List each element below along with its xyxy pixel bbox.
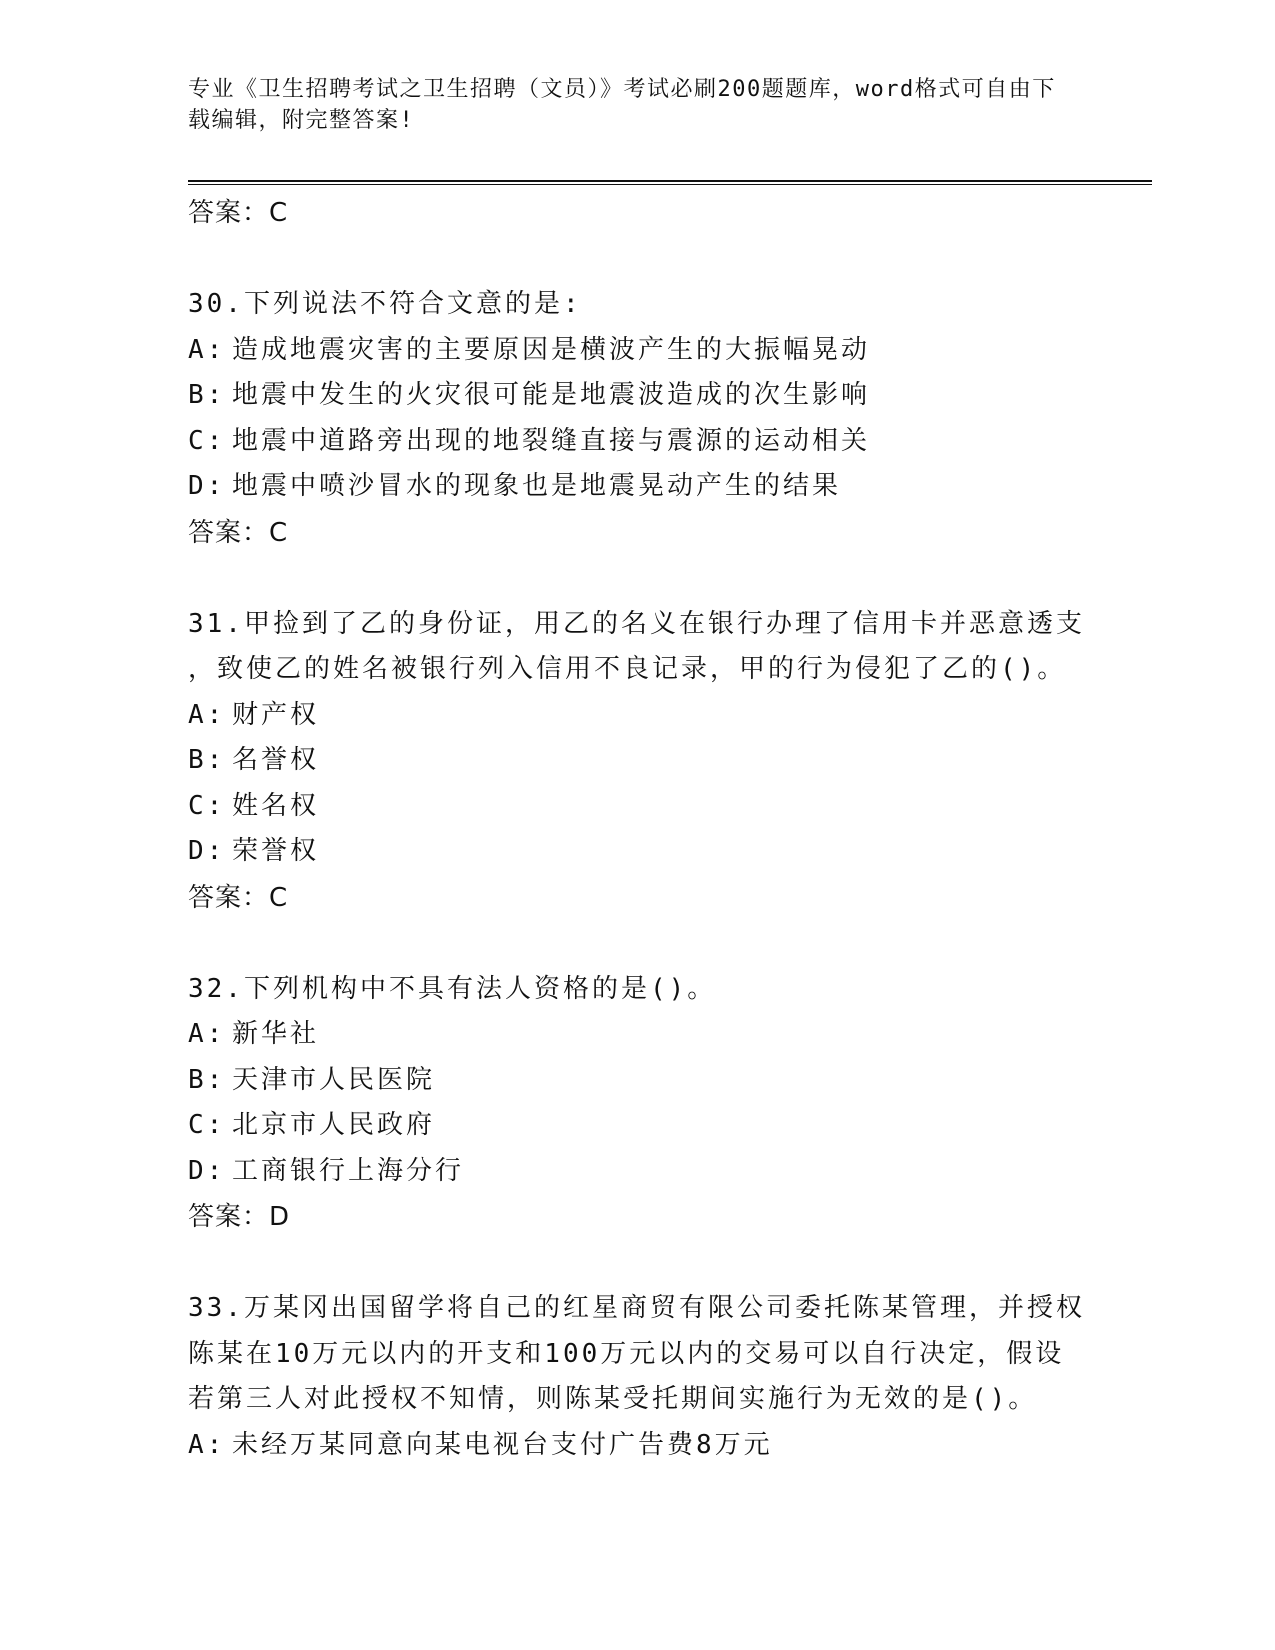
question-text: 31.甲捡到了乙的身份证，用乙的名义在银行办理了信用卡并恶意透支 (188, 608, 1085, 639)
question-33 (188, 1286, 1085, 1468)
question-text: 33.万某冈出国留学将自己的红星商贸有限公司委托陈某管理，并授权 (188, 1293, 1085, 1323)
option-text: 天津市人民医院 (232, 1064, 436, 1095)
option-text: 荣誉权 (232, 836, 320, 866)
question-text: 30.下列说法不符合文意的是: (188, 289, 582, 319)
answer-line: 答案：C (188, 517, 289, 548)
option-label: A: (188, 1429, 226, 1460)
spacer (188, 236, 1078, 282)
question-30 (188, 282, 1078, 556)
option-label: B: (188, 1064, 226, 1095)
option-a (188, 1423, 1078, 1469)
answer-line: 答案：D (188, 1202, 291, 1232)
option-c (188, 784, 1078, 830)
header-rule-thin (188, 184, 1152, 185)
option-text: 北京市人民政府 (232, 1110, 436, 1140)
answer-line: 答案：C (188, 198, 289, 228)
option-text: 未经万某同意向某电视台支付广告费8万元 (232, 1429, 773, 1460)
spacer (188, 921, 1078, 967)
document-header: 专业《卫生招聘考试之卫生招聘（文员）》考试必刷200题题库，word格式可自由下载编辑，附完整答案! (188, 77, 1056, 133)
option-label: C: (188, 425, 226, 456)
option-b (188, 1058, 1078, 1104)
option-label: B: (188, 380, 226, 410)
option-text: 造成地震灾害的主要原因是横波产生的大振幅晃动 (232, 334, 871, 365)
option-text: 姓名权 (232, 790, 320, 821)
option-text: 财产权 (232, 699, 320, 730)
question-text: ，致使乙的姓名被银行列入信用不良记录，甲的行为侵犯了乙的()。 (188, 654, 1067, 684)
option-text: 地震中道路旁出现的地裂缝直接与震源的运动相关 (232, 425, 871, 456)
option-text: 名誉权 (232, 745, 320, 775)
option-b (188, 373, 1078, 419)
option-d (188, 829, 1078, 875)
option-c (188, 419, 1078, 465)
option-label: C: (188, 790, 226, 821)
question-text: 32.下列机构中不具有法人资格的是()。 (188, 973, 717, 1004)
header-rule-thick (188, 180, 1152, 182)
option-label: D: (188, 836, 226, 866)
option-label: A: (188, 334, 226, 365)
option-label: B: (188, 745, 226, 775)
spacer (188, 1240, 1078, 1286)
option-d (188, 464, 1078, 510)
spacer (188, 556, 1078, 602)
question-text: 陈某在10万元以内的开支和100万元以内的交易可以自行决定，假设 (188, 1338, 1065, 1369)
option-a (188, 1012, 1078, 1058)
option-label: D: (188, 471, 226, 501)
option-c (188, 1103, 1078, 1149)
question-32 (188, 967, 1078, 1241)
question-31 (188, 602, 1085, 921)
option-text: 新华社 (232, 1019, 320, 1049)
option-b (188, 738, 1078, 784)
option-text: 地震中发生的火灾很可能是地震波造成的次生影响 (232, 380, 871, 410)
option-a (188, 328, 1078, 374)
question-text: 若第三人对此授权不知情，则陈某受托期间实施行为无效的是()。 (188, 1384, 1038, 1414)
answer-line: 答案：C (188, 882, 289, 913)
option-label: C: (188, 1110, 226, 1140)
option-text: 工商银行上海分行 (232, 1155, 465, 1186)
option-a (188, 693, 1078, 739)
option-text: 地震中喷沙冒水的现象也是地震晃动产生的结果 (232, 471, 842, 501)
question-list (188, 190, 1085, 1468)
option-d (188, 1149, 1078, 1195)
option-label: D: (188, 1155, 226, 1186)
option-label: A: (188, 699, 226, 730)
option-label: A: (188, 1019, 226, 1049)
